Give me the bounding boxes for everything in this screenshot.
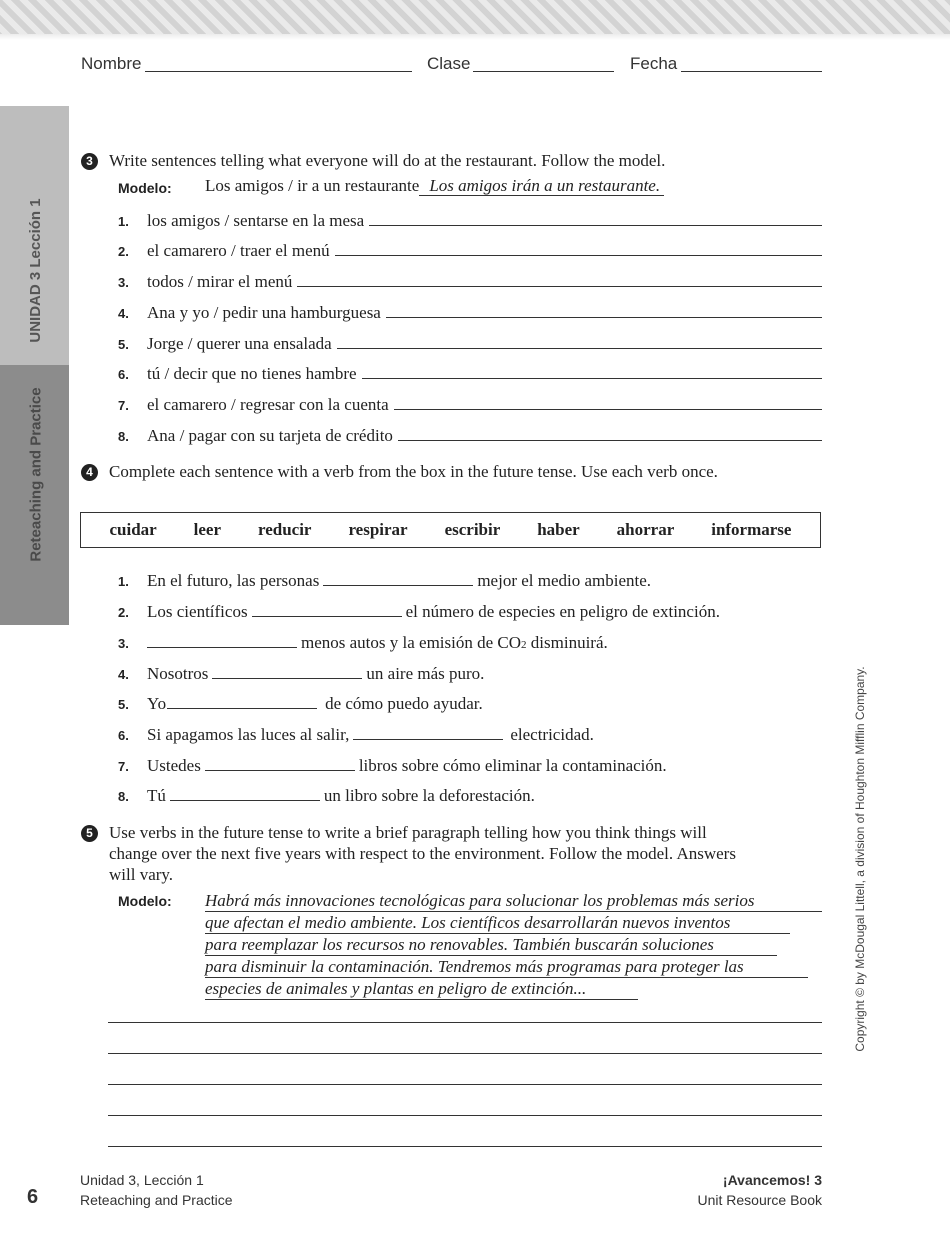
answer-line[interactable] [386, 303, 822, 318]
answer-line[interactable] [297, 272, 822, 287]
list-item [118, 395, 822, 415]
activity-5-modelo-text [205, 890, 822, 1000]
item-text-after: libros sobre cómo eliminar la contaminación. [358, 756, 667, 775]
item-text-before: Tú [147, 786, 166, 805]
page-number: 6 [27, 1186, 39, 1208]
item-prompt: el camarero / regresar con la cuenta [147, 395, 389, 414]
item-number: 5. [118, 697, 129, 712]
list-item [118, 272, 822, 292]
copyright-notice: Copyright © by McDougal Littell, a division of Houghton Mifflin Company. [853, 666, 867, 1052]
modelo-line: para reemplazar los recursos no renovables. También buscarán soluciones [205, 934, 777, 956]
activity-5-number: 5 [81, 825, 98, 842]
item-number: 8. [118, 789, 129, 804]
subscript: 2 [521, 639, 527, 651]
answer-line[interactable] [362, 364, 822, 379]
list-item [118, 211, 822, 231]
item-text-after: un aire más puro. [366, 664, 485, 683]
writing-line[interactable] [108, 1084, 822, 1085]
section-tab-label: Reteaching and Practice [27, 387, 45, 562]
item-text-before: Si apagamos las luces al salir, [147, 725, 350, 744]
verb-word: informarse [711, 520, 792, 539]
item-prompt: Ana / pagar con su tarjeta de crédito [147, 426, 393, 445]
answer-blank[interactable] [353, 725, 503, 740]
item-text-before: Nosotros [147, 664, 209, 683]
modelo-prompt: Los amigos / ir a un restaurante [205, 176, 420, 195]
answer-blank[interactable] [170, 786, 320, 801]
footer-book-subtitle: Unit Resource Book [697, 1192, 822, 1208]
item-number: 3. [118, 636, 129, 651]
answer-line[interactable] [335, 241, 822, 256]
footer-unit: Unidad 3, Lección 1 [80, 1172, 204, 1188]
item-number: 8. [118, 429, 129, 444]
item-text-before: Ustedes [147, 756, 201, 775]
activity-3-modelo [205, 176, 664, 196]
verb-box [80, 512, 821, 548]
item-text-before: En el futuro, las personas [147, 571, 320, 590]
fecha-label: Fecha [630, 54, 678, 73]
list-item [118, 334, 822, 354]
footer-right [697, 1170, 822, 1210]
item-text-after: el número de especies en peligro de extinción. [405, 602, 720, 621]
answer-blank[interactable] [147, 633, 297, 648]
answer-line[interactable] [394, 395, 822, 410]
item-number: 3. [118, 275, 129, 290]
nombre-label: Nombre [81, 54, 142, 73]
verb-word: cuidar [109, 520, 157, 539]
activity-3-modelo-label: Modelo: [118, 180, 172, 196]
answer-blank[interactable] [212, 664, 362, 679]
modelo-line: que afectan el medio ambiente. Los científicos desarrollarán nuevos inventos [205, 912, 790, 934]
activity-3-instruction: Write sentences telling what everyone will do at the restaurant. Follow the model. [109, 151, 666, 170]
activity-3-number: 3 [81, 153, 98, 170]
footer-section: Reteaching and Practice [80, 1192, 233, 1208]
decorative-header-band [0, 0, 950, 40]
unit-tab-label: UNIDAD 3 Lección 1 [27, 198, 44, 343]
modelo-line: Habrá más innovaciones tecnológicas para solucionar los problemas más serios [205, 890, 822, 912]
item-text-after: menos autos y la emisión de CO [301, 633, 522, 652]
modelo-line: para disminuir la contaminación. Tendremos más programas para proteger las [205, 956, 808, 978]
item-prompt: los amigos / sentarse en la mesa [147, 211, 365, 230]
answer-line[interactable] [369, 211, 822, 226]
item-number: 6. [118, 728, 129, 743]
item-number: 5. [118, 337, 129, 352]
clase-field[interactable] [473, 71, 614, 72]
answer-blank[interactable] [167, 694, 317, 709]
list-item [118, 426, 822, 446]
list-item [118, 602, 720, 622]
item-prompt: Jorge / querer una ensalada [147, 334, 332, 353]
verb-word: haber [537, 520, 580, 539]
list-item [118, 364, 822, 384]
list-item [118, 786, 535, 806]
item-text-after: un libro sobre la deforestación. [323, 786, 535, 805]
list-item [118, 725, 594, 745]
item-prompt: todos / mirar el menú [147, 272, 293, 291]
item-number: 4. [118, 667, 129, 682]
answer-line[interactable] [337, 334, 822, 349]
writing-line[interactable] [108, 1146, 822, 1147]
item-number: 2. [118, 244, 129, 259]
item-prompt: tú / decir que no tienes hambre [147, 364, 357, 383]
activity-4-number: 4 [81, 464, 98, 481]
verb-word: leer [193, 520, 222, 539]
verb-word: ahorrar [616, 520, 675, 539]
item-text-before: Los científicos [147, 602, 248, 621]
modelo-line: especies de animales y plantas en peligro de extinción... [205, 978, 638, 1000]
item-text-after-2: disminuirá. [526, 633, 608, 652]
list-item [118, 303, 822, 323]
verb-word: reducir [257, 520, 312, 539]
item-number: 7. [118, 398, 129, 413]
list-item [118, 571, 651, 591]
answer-blank[interactable] [205, 756, 355, 771]
activity-4-instruction: Complete each sentence with a verb from the box in the future tense. Use each verb once. [109, 462, 718, 481]
item-number: 6. [118, 367, 129, 382]
item-text-after: mejor el medio ambiente. [477, 571, 652, 590]
footer-left [80, 1170, 233, 1210]
writing-line[interactable] [108, 1115, 822, 1116]
item-number: 2. [118, 605, 129, 620]
writing-line[interactable] [108, 1022, 822, 1023]
item-number: 1. [118, 214, 129, 229]
verb-word: escribir [444, 520, 501, 539]
fecha-field[interactable] [681, 71, 822, 72]
answer-line[interactable] [398, 426, 822, 441]
item-number: 4. [118, 306, 129, 321]
item-prompt: Ana y yo / pedir una hamburguesa [147, 303, 381, 322]
item-prompt: el camarero / traer el menú [147, 241, 330, 260]
activity-5-modelo-label: Modelo: [118, 893, 172, 909]
item-text-after: de cómo puedo ayudar. [325, 694, 483, 713]
list-item [118, 694, 483, 714]
answer-blank[interactable] [323, 571, 473, 586]
answer-blank[interactable] [252, 602, 402, 617]
item-text-before: Yo [147, 694, 167, 713]
item-number: 7. [118, 759, 129, 774]
list-item [118, 756, 667, 776]
list-item [118, 633, 608, 653]
item-number: 1. [118, 574, 129, 589]
footer-book-title: ¡Avancemos! 3 [722, 1172, 822, 1188]
verb-word: respirar [348, 520, 408, 539]
clase-label: Clase [427, 54, 471, 73]
activity-5-instruction: Use verbs in the future tense to write a brief paragraph telling how you think things will change over the next five years with respect to the environment. Follow the model. Answers will vary. [109, 823, 736, 884]
writing-line[interactable] [108, 1053, 822, 1054]
list-item [118, 241, 822, 261]
item-text-after: electricidad. [510, 725, 594, 744]
modelo-answer: Los amigos irán a un restaurante. [419, 176, 664, 196]
list-item [118, 664, 484, 684]
nombre-field[interactable] [145, 71, 412, 72]
